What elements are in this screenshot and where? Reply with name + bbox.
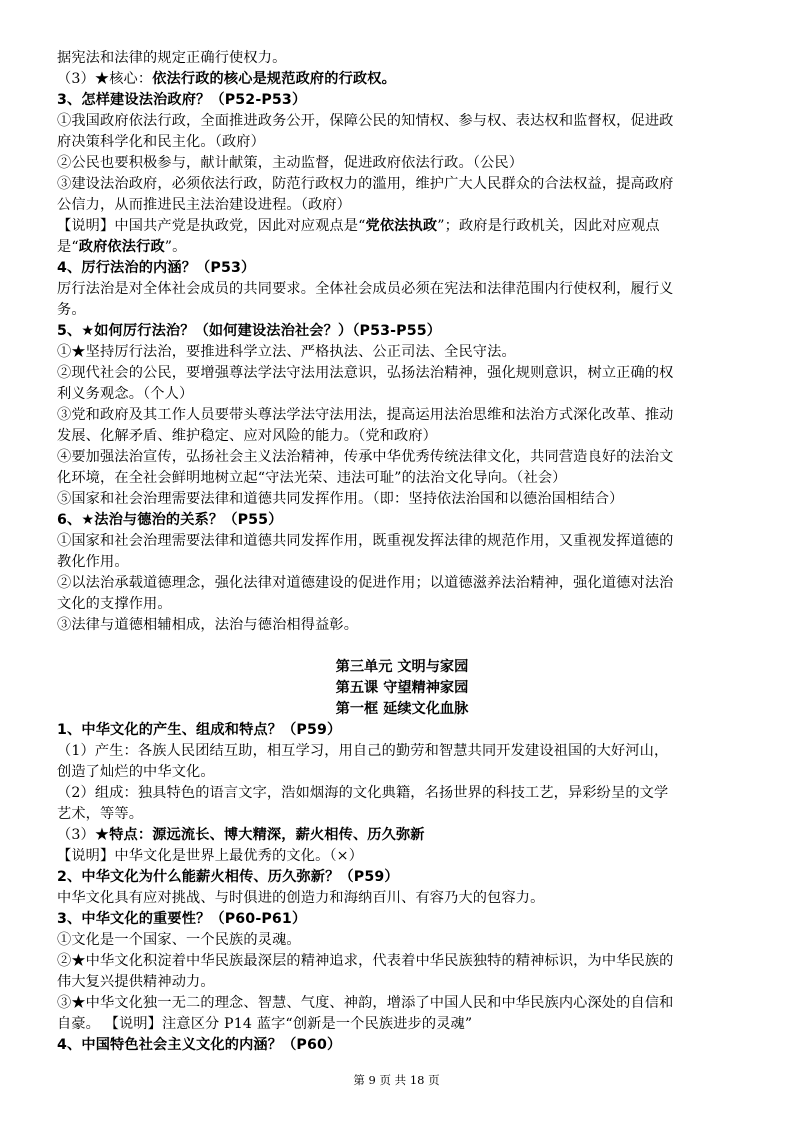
text-line: 府决策科学化和民主化。（政府） <box>57 134 265 150</box>
text-line: 伟大复兴提供精神动力。 <box>57 974 215 990</box>
text-line: 文化的支撑作用。 <box>57 596 172 612</box>
text-line: ①国家和社会治理需要法律和道德共同发挥作用，既重视发挥法律的规范作用，又重视发挥道德的 <box>57 533 674 549</box>
text-line: ④要加强法治宣传，弘扬社会主义法治精神，传承中华优秀传统法律文化，共同营造良好的法治文 <box>57 449 674 465</box>
text-line: ②公民也要积极参与，献计献策，主动监督，促进政府依法行政。（公民） <box>57 155 524 171</box>
text-line: ②以法治承载道德理念，强化法律对道德建设的促进作用；以道德滋养法治精神，强化道德对法治 <box>57 575 674 591</box>
frame-title: 第一框 延续文化血脉 <box>335 701 469 717</box>
text-line: ③法律与道德相辅相成，法治与德治相得益彰。 <box>57 617 359 633</box>
text-line: ③党和政府及其工作人员要带头尊法学法守法用法，提高运用法治思维和法治方式深化改革、推动 <box>57 407 674 423</box>
text-line: （2）组成：独具特色的语言文字，浩如烟海的文化典籍，名扬世界的科技工艺，异彩纷呈的文学 <box>57 785 669 801</box>
question-heading: 1、中华文化的产生、组成和特点？（P59） <box>57 722 342 738</box>
unit-title: 第三单元 文明与家园 <box>335 659 469 675</box>
text-line: 中华文化具有应对挑战、与时俱进的创造力和海纳百川、有容乃大的包容力。 <box>57 890 545 906</box>
text-line: （3）★核心：依法行政的核心是规范政府的行政权。 <box>57 71 396 87</box>
text-line: ①我国政府依法行政，全面推进政务公开，保障公民的知情权、参与权、表达权和监督权，促进政 <box>57 113 674 129</box>
text-line: 厉行法治是对全体社会成员的共同要求。全体社会成员必须在宪法和法律范围内行使权利，履行义 <box>57 281 674 297</box>
section-spacer <box>57 636 747 657</box>
text-line: 利义务观念。（个人） <box>57 386 194 402</box>
text-line: （1）产生：各族人民团结互助，相互学习，用自己的勤劳和智慧共同开发建设祖国的大好河山， <box>57 743 669 759</box>
note-line: 【说明】中国共产党是执政党，因此对应观点是“党依法执政”；政府是行政机关，因此对应观点 <box>57 218 660 234</box>
page-footer: 第 9 页 共 18 页 <box>353 1073 440 1087</box>
text-line: ⑤国家和社会治理需要法律和道德共同发挥作用。（即：坚持依法治国和以德治国相结合） <box>57 491 624 507</box>
text-line: 务。 <box>57 302 86 318</box>
text-line: 发展、化解矛盾、维护稳定、应对风险的能力。（党和政府） <box>57 428 438 444</box>
text-line: ①文化是一个国家、一个民族的灵魂。 <box>57 932 301 948</box>
text-line: ①★坚持厉行法治，要推进科学立法、严格执法、公正司法、全民守法。 <box>57 344 516 360</box>
question-heading: 5、★如何厉行法治？（如何建设法治社会？）（P53-P55） <box>57 323 442 339</box>
text-line: ③建设法治政府，必须依法行政，防范行政权力的滥用，维护广大人民群众的合法权益，提高政府 <box>57 176 674 192</box>
question-heading: 2、中华文化为什么能薪火相传、历久弥新？（P59） <box>57 869 399 885</box>
note-line: 【说明】中华文化是世界上最优秀的文化。（×） <box>57 848 364 864</box>
emphasis-text: 政府依法行政 <box>78 239 165 255</box>
question-heading: 6、★法治与德治的关系？（P55） <box>57 512 283 528</box>
text-line: ②现代社会的公民，要增强尊法学法守法用法意识，弘扬法治精神，强化规则意识，树立正确的权 <box>57 365 674 381</box>
text-line: 创造了灿烂的中华文化。 <box>57 764 215 780</box>
text-line: （3）★特点：源远流长、博大精深，薪火相传、历久弥新 <box>57 827 425 843</box>
question-heading: 3、中华文化的重要性？（P60-P61） <box>57 911 307 927</box>
question-heading: 4、厉行法治的内涵？（P53） <box>57 260 256 276</box>
emphasis-text: 特点：源远流长、博大精深，薪火相传、历久弥新 <box>109 827 425 843</box>
question-heading: 4、中国特色社会主义文化的内涵？（P60） <box>57 1037 342 1053</box>
emphasis-text: 党依法执政 <box>365 218 438 234</box>
question-heading: 3、怎样建设法治政府？（P52-P53） <box>57 92 307 108</box>
text-line: ③★中华文化独一无二的理念、智慧、气度、神韵，增添了中国人民和中华民族内心深处的自信和 <box>57 995 674 1011</box>
text-line: 教化作用。 <box>57 554 129 570</box>
lesson-title: 第五课 守望精神家园 <box>335 680 469 696</box>
document-page <box>57 48 747 1056</box>
text-line: 自豪。 【说明】注意区分 P14 蓝字“创新是一个民族进步的灵魂” <box>57 1016 473 1032</box>
text-line: ②★中华文化积淀着中华民族最深层的精神追求，代表着中华民族独特的精神标识，为中华民族的 <box>57 953 674 969</box>
text-line: 公信力，从而推进民主法治建设进程。（政府） <box>57 197 351 213</box>
emphasis-text: 依法行政的核心是规范政府的行政权。 <box>152 71 396 87</box>
text-line: 化环境，在全社会鲜明地树立起“守法光荣、违法可耻”的法治文化导向。（社会） <box>57 470 567 486</box>
note-line: 是“政府依法行政”。 <box>57 239 187 255</box>
text-line: 据宪法和法律的规定正确行使权力。 <box>57 50 287 66</box>
text-line: 艺术，等等。 <box>57 806 144 822</box>
